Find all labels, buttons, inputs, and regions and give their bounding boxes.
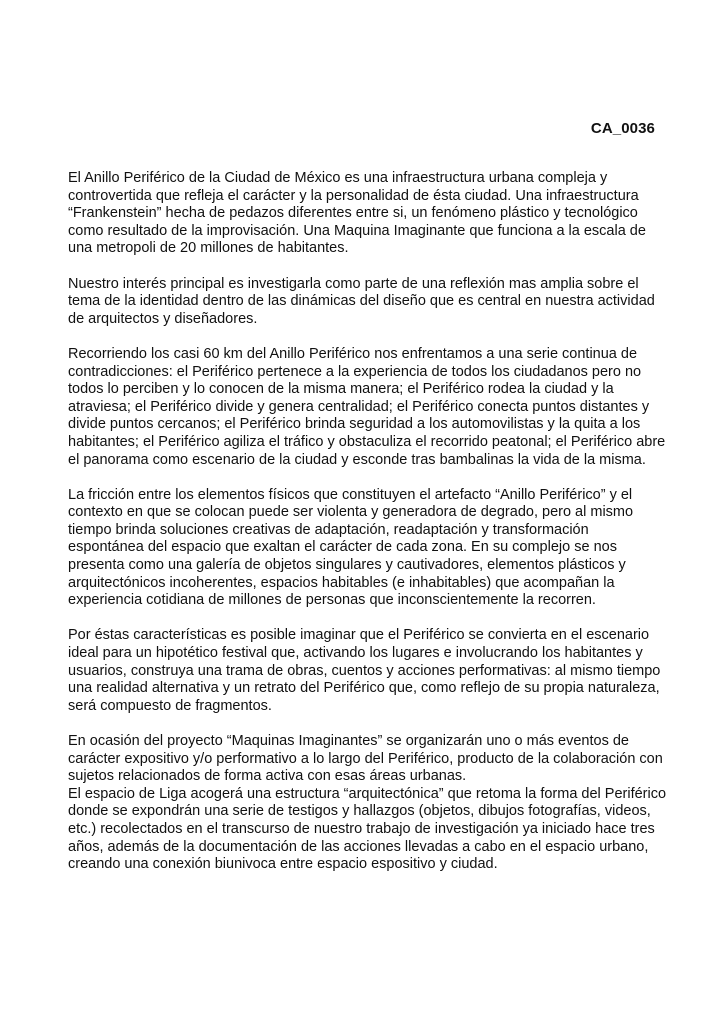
paragraph-liga-space: El espacio de Liga acogerá una estructura “arquitectónica” que retoma la forma del Periférico donde se expondrán una serie de testigos y hallazgos (objetos, dibujos fotografías, videos, etc.) recolectados en el transcurso de nuestro trabajo de investigación ya iniciado hace tres años, además de la documentación de las acciones llevadas a cabo en el espacio urbano, creando una conexión biunivoca entre espacio espositivo y ciudad. xyxy=(68,785,667,873)
paragraph-festival: Por éstas características es posible imaginar que el Periférico se convierta en el escenario ideal para un hipotético festival que, activando los lugares e involucrando los habitantes y usuarios, construya una trama de obras, cuentos y acciones performativas: al mismo tiempo una realidad alternativa y un retrato del Periférico que, como reflejo de su propia naturaleza, será compuesto de fragmentos. xyxy=(68,627,661,714)
paragraph-project: En ocasión del proyecto “Maquinas Imaginantes” se organizarán uno o más eventos de carácter expositivo y/o performativo a lo largo del Periférico, producto de la colaboración con sujetos relacionados de forma activa con esas áreas urbanas. xyxy=(68,733,663,785)
document-code: CA_0036 xyxy=(590,120,655,137)
paragraph-friction: La fricción entre los elementos físicos que constituyen el artefacto “Anillo Periférico” y el contexto en que se colocan puede ser violenta y generadora de degrado, pero al mismo tiempo brinda soluciones creativas de adaptación, readaptación y transformación espontánea del espacio que exaltan el carácter de cada zona. En su complejo se nos presenta como una galería de objetos singulares y cautivadores, elementos plásticos y arquitectónicos incoherentes, espacios habitables (e inhabitables) que acompañan la experiencia cotidiana de millones de personas que inconscientemente la recorren. xyxy=(68,486,634,609)
document-body xyxy=(68,170,668,891)
paragraph-intro: El Anillo Periférico de la Ciudad de México es una infraestructura urbana compleja y controvertida que refleja el carácter y la personalidad de ésta ciudad. Una infraestructura “Frankenstein” hecha de pedazos diferentes entre si, un fenómeno plástico y tecnológico como resultado de la improvisación. Una Maquina Imaginante que funciona a la escala de una metropoli de 20 millones de habitantes. xyxy=(68,170,646,257)
paragraph-contradictions: Recorriendo los casi 60 km del Anillo Periférico nos enfrentamos a una serie continua de contradicciones: el Periférico pertenece a la experiencia de todos los ciudadanos pero no todos lo perciben y lo conocen de la misma manera; el Periférico rodea la ciudad y la atraviesa; el Periférico divide y genera centralidad; el Periférico conecta puntos distantes y divide puntos cercanos; el Periférico brinda seguridad a los automovilistas y la quita a los habitantes; el Periférico agiliza el tráfico y obstaculiza el recorrido peatonal; el Periférico abre el panorama como escenario de la ciudad y esconde tras bambalinas la vida de la misma. xyxy=(68,345,666,468)
paragraph-interest: Nuestro interés principal es investigarla como parte de una reflexión mas amplia sobre el tema de la identidad dentro de las dinámicas del diseño que es central en nuestra actividad de arquitectos y diseñadores. xyxy=(68,275,655,327)
